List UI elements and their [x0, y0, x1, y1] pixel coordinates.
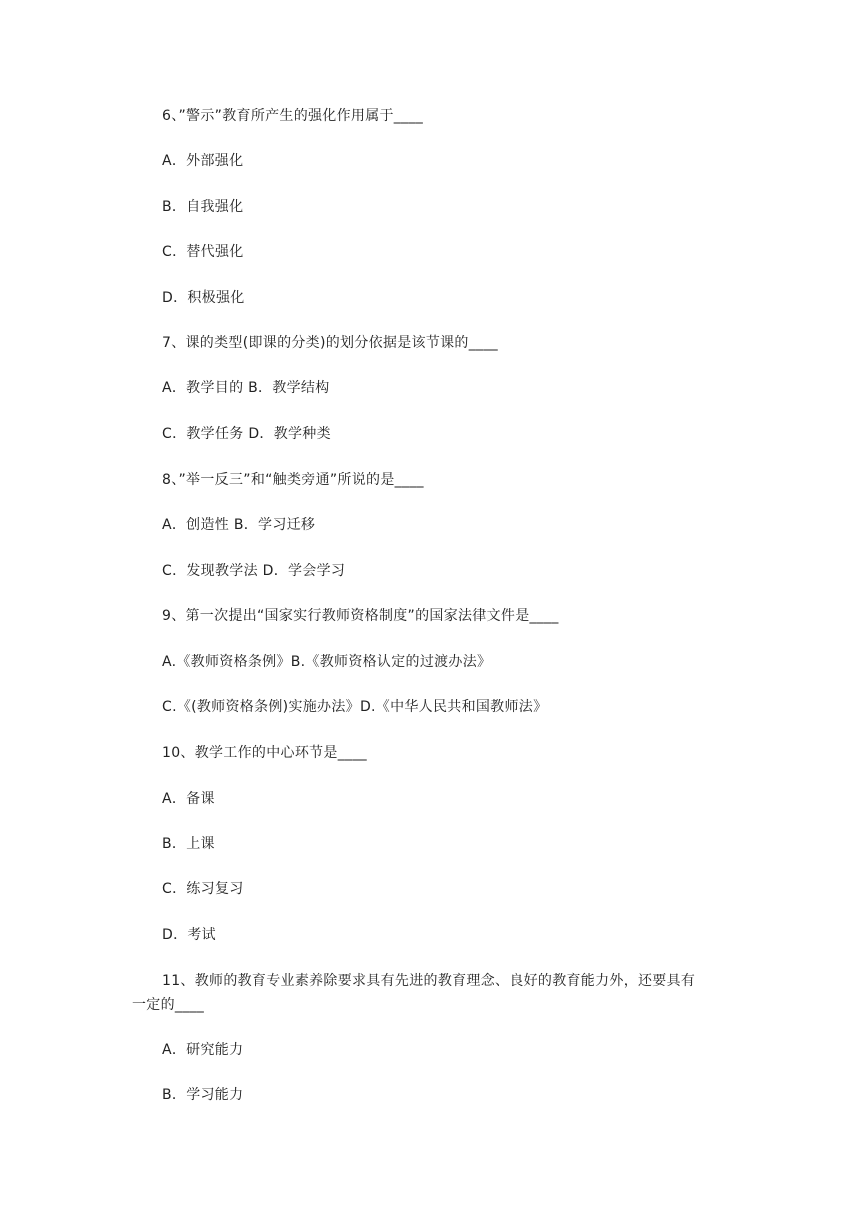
question-10-option-d: D．考试: [162, 927, 216, 943]
question-11-option-b: B．学习能力: [162, 1087, 244, 1103]
question-9-stem: 9、第一次提出“国家实行教师资格制度”的国家法律文件是____: [162, 608, 559, 624]
question-7-options-cd: C．教学任务 D．教学种类: [162, 426, 331, 442]
question-10-option-c: C．练习复习: [162, 881, 244, 897]
question-8-options-cd: C．发现教学法 D．学会学习: [162, 563, 346, 579]
question-10-stem: 10、教学工作的中心环节是____: [162, 745, 367, 761]
question-8-stem: 8、”举一反三”和“触类旁通”所说的是____: [162, 472, 424, 488]
question-10-option-a: A．备课: [162, 791, 215, 807]
question-6-option-d: D．积极强化: [162, 290, 245, 306]
question-8-options-ab: A．创造性 B．学习迁移: [162, 517, 316, 533]
question-6-option-b: B．自我强化: [162, 199, 244, 215]
question-11-option-a: A．研究能力: [162, 1042, 244, 1058]
question-9-options-cd: C.《(教师资格条例)实施办法》D.《中华人民共和国教师法》: [162, 699, 548, 715]
question-7-stem: 7、课的类型(即课的分类)的划分依据是该节课的____: [162, 335, 498, 351]
question-10-option-b: B．上课: [162, 836, 215, 852]
question-6-stem: 6、”警示”教育所产生的强化作用属于____: [162, 108, 424, 124]
question-6-option-c: C．替代强化: [162, 244, 244, 260]
question-11-stem-line-1: 11、教师的教育专业素养除要求具有先进的教育理念、良好的教育能力外，还要具有: [162, 973, 696, 989]
question-11-stem-line-2: 一定的____: [132, 997, 205, 1013]
question-9-options-ab: A.《教师资格条例》B.《教师资格认定的过渡办法》: [162, 654, 492, 670]
question-7-options-ab: A．教学目的 B．教学结构: [162, 380, 330, 396]
question-6-option-a: A．外部强化: [162, 153, 244, 169]
